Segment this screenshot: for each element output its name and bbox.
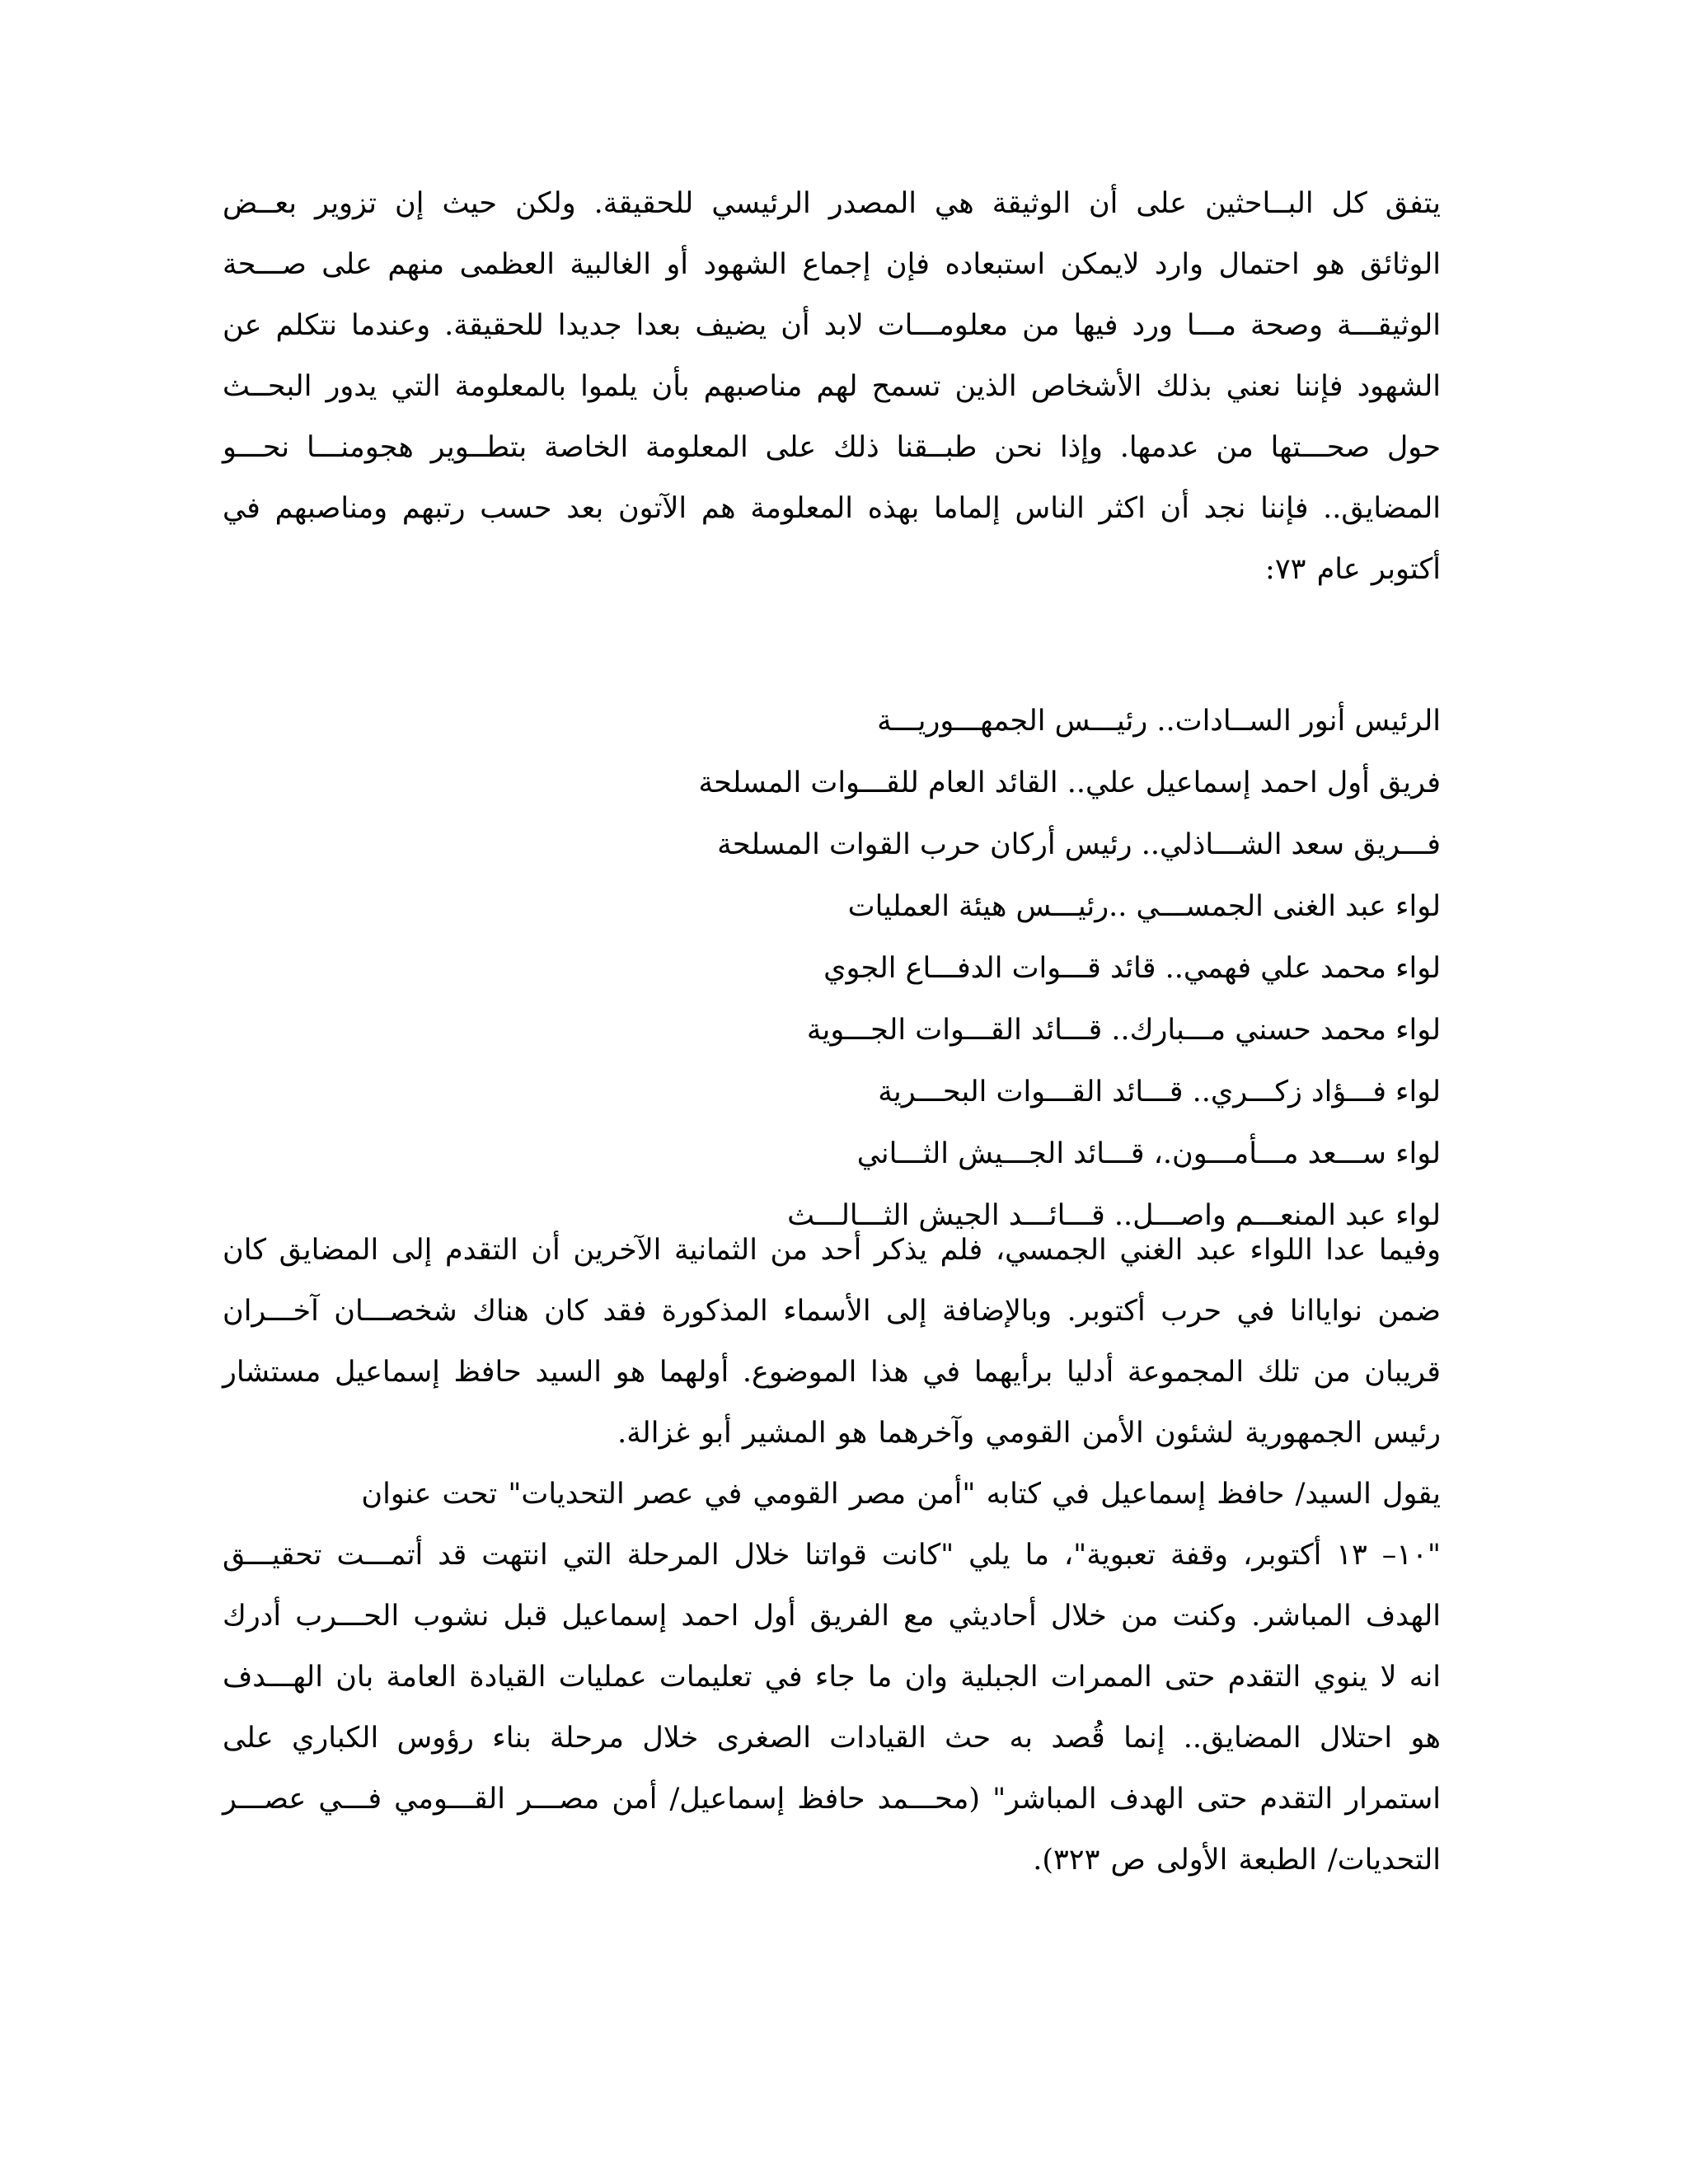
text-line: وفيما عدا اللواء عبد الغني الجمسي، فلم يذكر أحد من الثمانية الآخرين أن التقدم إلى المضايق كان xyxy=(223,1234,1441,1267)
text-line: هو احتلال المضايق.. إنما قُصد به حث القيادات الصغرى خلال مرحلة بناء رؤوس الكباري على xyxy=(223,1722,1441,1755)
text-line: استمرار التقدم حتى الهدف المباشر" (محـــمد حافظ إسماعيل/ أمن مصـــر القـــومي فـــي عصـــر xyxy=(223,1783,1441,1816)
list-item: لواء فـــؤاد زكـــري.. قـــائد القـــوات البحـــرية xyxy=(878,1076,1441,1108)
paragraph-intro xyxy=(223,173,1441,600)
list-item: الرئيس أنور الســادات.. رئيـــس الجمهـــوريـــة xyxy=(877,705,1441,738)
paragraph-quote xyxy=(223,1464,1441,1891)
list-item: فريق أول احمد إسماعيل علي.. القائد العام للقـــوات المسلحة xyxy=(698,766,1441,799)
text-line: حول صحـــتها من عدمها. وإذا نحن طبــقنا ذلك على المعلومة الخاصة بتطــوير هجومنـــا نحـــو xyxy=(223,431,1441,464)
text-line: الوثيقـــة وصحة مـــا ورد فيها من معلومـــات لابد أن يضيف بعدا جديدا للحقيقة. وعندما نتكلم عن xyxy=(223,309,1441,342)
text-line: الوثائق هو احتمال وارد لايمكن استبعاده فإن إجماع الشهود أو الغالبية العظمى منهم على صـــحة xyxy=(223,248,1441,281)
text-line: يقول السيد/ حافظ إسماعيل في كتابه "أمن مصر القومي في عصر التحديات" تحت عنوان xyxy=(361,1478,1441,1511)
text-line: "١٠– ١٣ أكتوبر، وقفة تعبوية"، ما يلي "كانت قواتنا خلال المرحلة التي انتهت قد أتمـــت تحقيـــق xyxy=(223,1539,1441,1572)
text-line: يتفق كل البــاحثين على أن الوثيقة هي المصدر الرئيسي للحقيقة. ولكن حيث إن تزوير بعــض xyxy=(223,187,1441,220)
list-item: لواء عبد الغنى الجمســـي ..رئيـــس هيئة العمليات xyxy=(847,890,1441,923)
text-line: الهدف المباشر. وكنت من خلال أحاديثي مع الفريق أول احمد إسماعيل قبل نشوب الحـــرب أدرك xyxy=(223,1600,1441,1633)
list-item: فـــريق سعد الشـــاذلي.. رئيس أركان حرب القوات المسلحة xyxy=(717,828,1441,861)
list-item: لواء عبد المنعـــم واصـــل.. قـــائـــد الجيش الثـــالـــث xyxy=(787,1199,1441,1232)
text-line: التحديات/ الطبعة الأولى ص ٣٢٣). xyxy=(1033,1844,1441,1877)
text-line: أكتوبر عام ٧٣: xyxy=(1265,553,1441,586)
text-line: الشهود فإننا نعني بذلك الأشخاص الذين تسمح لهم مناصبهم بأن يلموا بالمعلومة التي يدور البحــث xyxy=(223,370,1441,403)
text-line: ضمن نواياانا في حرب أكتوبر. وبالإضافة إلى الأسماء المذكورة فقد كان هناك شخصـــان آخـــران xyxy=(223,1295,1441,1328)
text-line: قريبان من تلك المجموعة أدليا برأيهما في هذا الموضوع. أولهما هو السيد حافظ إسماعيل مستشار xyxy=(223,1356,1441,1389)
text-line: رئيس الجمهورية لشئون الأمن القومي وآخرهما هو المشير أبو غزالة. xyxy=(617,1417,1441,1450)
paragraph-exceptions xyxy=(223,1220,1441,1464)
text-line: انه لا ينوي التقدم حتى الممرات الجبلية وان ما جاء في تعليمات عمليات القيادة العامة بان الهـــدف xyxy=(223,1661,1441,1694)
list-item: لواء ســـعد مـــأمـــون.، قـــائد الجـــيش الثـــاني xyxy=(856,1137,1441,1170)
text-line: المضايق.. فإننا نجد أن اكثر الناس إلماما بهذه المعلومة هم الآتون بعد حسب رتبهم ومناصبهم في xyxy=(223,492,1441,525)
list-item: لواء محمد علي فهمي.. قائد قـــوات الدفـــاع الجوي xyxy=(823,952,1441,985)
list-item: لواء محمد حسني مـــبارك.. قـــائد القـــوات الجـــوية xyxy=(806,1014,1441,1047)
officers-list xyxy=(223,691,1441,1247)
